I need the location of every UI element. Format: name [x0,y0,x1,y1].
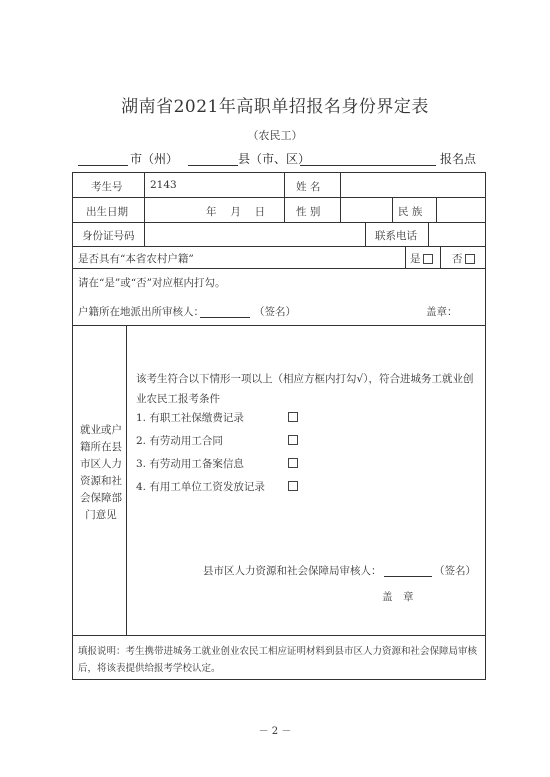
document-subtitle: （农民工） [247,129,303,142]
candidate-no-label: 考生号 [91,181,123,193]
criteria-checkbox[interactable] [288,435,298,445]
gender-label: 性 别 [296,206,321,218]
yes-option[interactable] [410,251,433,266]
no-option[interactable] [452,251,475,266]
criteria-item: 3. 有劳动用工备案信息 [136,458,244,470]
police-seal-label: 盖章： [426,306,458,318]
row-divider [72,635,486,636]
instruction-text: 请在“是”或“否”对应框内打勾。 [78,277,226,289]
col-divider [126,325,127,635]
hr-sign-blank [384,576,432,577]
police-sign-blank [200,317,250,318]
ethnicity-label: 民 族 [398,206,423,218]
candidate-no-value: 2143 [150,179,177,191]
hr-sign-label: （签名） [434,565,476,577]
yes-label: 是 [410,253,421,265]
hr-dept-label: 就业或户籍所在县市区人力资源和社会保障部门意见 [80,424,122,521]
police-reviewer-label: 户籍所在地派出所审核人： [78,306,204,318]
criteria-checkbox[interactable] [288,481,298,491]
id-label: 身份证号码 [82,230,135,242]
city-label: 市（州） [130,152,179,166]
name-label: 姓 名 [296,181,321,193]
col-divider [428,222,429,246]
criteria-item: 2. 有劳动用工合同 [136,435,223,447]
row-divider [72,246,486,247]
row-divider [72,197,486,198]
criteria-checkbox[interactable] [288,412,298,422]
row-divider [72,222,486,223]
row-divider [72,268,486,269]
hr-seal-label: 盖 章 [382,591,414,603]
county-blank [188,165,238,166]
form-table [72,172,486,680]
hr-reviewer-label: 县市区人力资源和社会保障局审核人： [203,565,382,577]
police-sign-label: （签名） [254,306,296,318]
col-divider [340,197,341,222]
col-divider [144,172,145,246]
col-divider [284,197,285,222]
site-label: 报名点 [440,152,477,166]
col-divider [440,246,441,268]
filling-note: 填报说明：考生携带进城务工就业创业农民工相应证明材料到县市区人力资源和社会保障局审核后，将该表提供给报考学校认定。 [78,646,478,674]
col-divider [405,246,406,268]
birth-label: 出生日期 [86,206,128,218]
col-divider [340,172,341,197]
birth-value: 年 月 日 [206,206,266,218]
no-checkbox[interactable] [465,254,475,264]
rural-question: 是否具有“本省农村户籍” [78,253,194,265]
phone-label: 联系电话 [375,230,417,242]
criteria-item: 1. 有职工社保缴费记录 [136,412,244,424]
criteria-checkbox[interactable] [288,458,298,468]
criteria-item: 4. 有用工单位工资发放记录 [136,481,265,493]
col-divider [436,197,437,222]
yes-checkbox[interactable] [423,254,433,264]
col-divider [284,172,285,197]
row-divider [72,325,486,326]
site-blank [300,165,436,166]
criteria-intro: 该考生符合以下情形一项以上（相应方框内打勾√），符合进城务工就业创业农民工报考条件 [136,373,474,405]
county-label: 县（市、区） [238,152,311,166]
header-line [78,150,488,168]
page-number: － 2 － [258,726,292,737]
col-divider [365,222,366,246]
document-title: 湖南省2021年高职单招报名身份界定表 [121,97,429,117]
no-label: 否 [452,253,463,265]
col-divider [392,197,393,222]
city-blank [78,165,128,166]
